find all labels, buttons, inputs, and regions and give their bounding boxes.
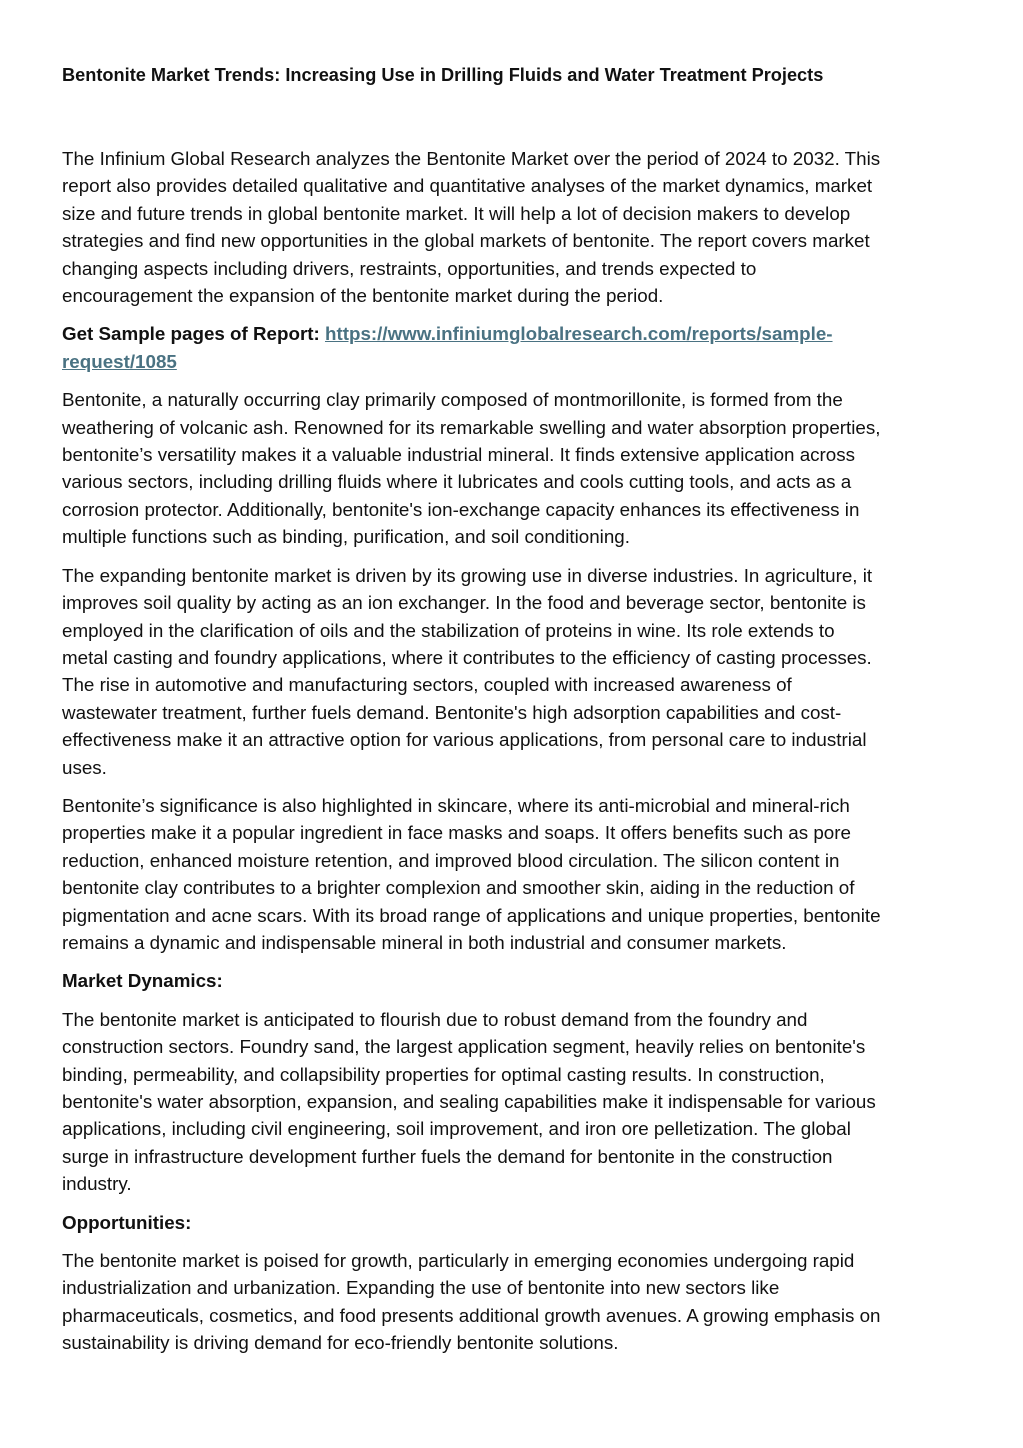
market-dynamics-paragraph: The bentonite market is anticipated to flourish due to robust demand from the foundry and construction sectors. Foundry sand, the largest application segment, heavily relies on bentonite's binding, permeability, and collapsibility properties for optimal casting results. In construction, bentonite's water absorption, expansion, and sealing capabilities make it indispensable for various applications, including civil engineering, soil improvement, and iron ore pelletization. The global surge in infrastructure development further fuels the demand for bentonite in the construction industry. (62, 1008, 876, 1195)
opportunities-paragraph: The bentonite market is poised for growth, particularly in emerging economies undergoing rapid industrialization and urbanization. Expanding the use of bentonite into new sectors like pharmaceuticals, cosmetics, and food presents additional growth avenues. A growing emphasis on sustainability is driving demand for eco-friendly bentonite solutions. (62, 1250, 881, 1354)
market-growth-paragraph: The expanding bentonite market is driven by its growing use in diverse industries. In agriculture, it improves soil quality by acting as an ion exchanger. In the food and beverage sector, bentonite is employed in the clarification of oils and the stabilization of proteins in wine. Its role extends to metal casting and foundry applications, where it contributes to the efficiency of casting processes. The rise in automotive and manufacturing sectors, coupled with increased awareness of wastewater treatment, further fuels demand. Bentonite's high adsorption capabilities and cost- effectiveness make it an attractive option for various applications, from personal care to industrial uses. (62, 564, 873, 778)
bentonite-description-paragraph: Bentonite, a naturally occurring clay primarily composed of montmorillonite, is formed from the weathering of volcanic ash. Renowned for its remarkable swelling and water absorption properties, bentonite’s versatility makes it a valuable industrial mineral. It finds extensive application across various sectors, including drilling fluids where it lubricates and cools cutting tools, and acts as a corrosion protector. Additionally, bentonite's ion-exchange capacity enhances its effectiveness in multiple functions such as binding, purification, and soil conditioning. (62, 389, 881, 548)
opportunities-heading: Opportunities: (62, 1211, 192, 1233)
sample-request-link[interactable]: https://www.infiniumglobalresearch.com/reports/sample- request/1085 (62, 323, 833, 372)
sample-request-line (62, 320, 963, 375)
document-title: Bentonite Market Trends: Increasing Use in Drilling Fluids and Water Treatment Projects (62, 65, 824, 85)
market-dynamics-heading: Market Dynamics: (62, 970, 223, 992)
intro-paragraph: The Infinium Global Research analyzes the Bentonite Market over the period of 2024 to 2032. This report also provides detailed qualitative and quantitative analyses of the market dynamics, market size and future trends in global bentonite market. It will help a lot of decision makers to develop strategies and find new opportunities in the global markets of bentonite. The report covers market changing aspects including drivers, restraints, opportunities, and trends expected to encouragement the expansion of the bentonite market during the period. (62, 148, 881, 307)
sample-request-label: Get Sample pages of Report: (62, 323, 325, 345)
skincare-paragraph: Bentonite’s significance is also highlighted in skincare, where its anti-microbial and mineral-rich properties make it a popular ingredient in face masks and soaps. It offers benefits such as pore reduction, enhanced moisture retention, and improved blood circulation. The silicon content in bentonite clay contributes to a brighter complexion and smoother skin, aiding in the reduction of pigmentation and acne scars. With its broad range of applications and unique properties, bentonite remains a dynamic and indispensable mineral in both industrial and consumer markets. (62, 794, 881, 953)
